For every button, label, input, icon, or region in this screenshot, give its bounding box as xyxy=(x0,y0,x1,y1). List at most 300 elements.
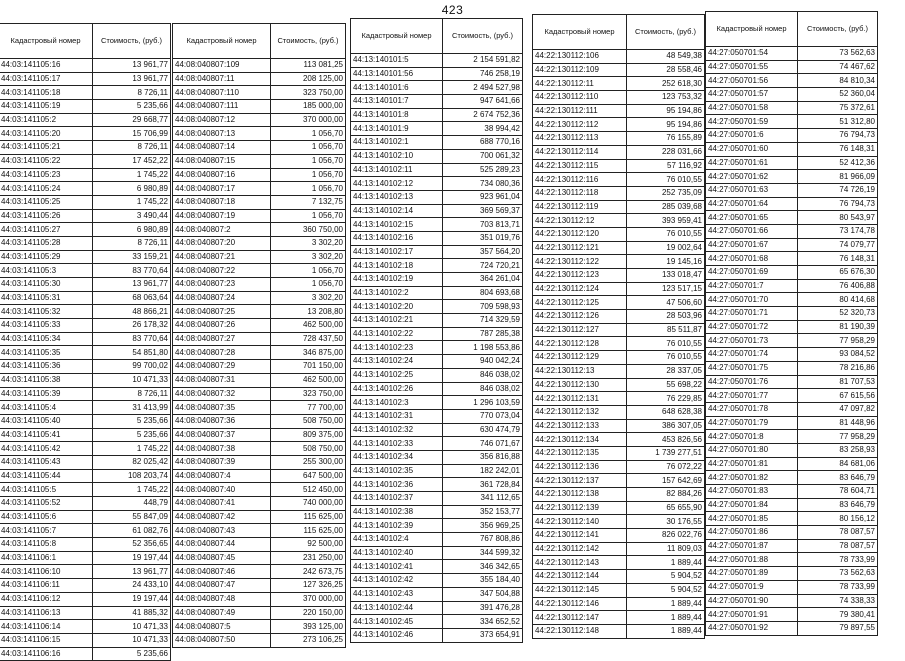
cost-value: 8 726,11 xyxy=(93,86,171,100)
cost-value: 95 194,86 xyxy=(627,104,705,118)
cost-value: 351 019,76 xyxy=(443,231,523,245)
cost-value: 809 375,00 xyxy=(271,428,346,442)
table-row xyxy=(706,47,878,61)
table-row xyxy=(533,282,705,296)
cadastral-number: 44:22:130112:115 xyxy=(533,159,627,173)
cadastral-number: 44:22:130112:106 xyxy=(533,50,627,64)
cadastral-number: 44:03:141105:17 xyxy=(0,72,93,86)
cadastral-number: 44:03:141105:27 xyxy=(0,223,93,237)
table-row xyxy=(533,474,705,488)
cadastral-number: 44:27:050701:57 xyxy=(706,88,798,102)
cadastral-number: 44:08:040807:13 xyxy=(173,127,271,141)
cadastral-number: 44:22:130112:11 xyxy=(533,77,627,91)
cost-value: 1 056,70 xyxy=(271,154,346,168)
cost-value: 724 720,21 xyxy=(443,259,523,273)
table-row xyxy=(173,264,346,278)
cadastral-number: 44:22:130112:148 xyxy=(533,624,627,638)
cadastral-number: 44:22:130112:122 xyxy=(533,255,627,269)
cadastral-number: 44:03:141106:16 xyxy=(0,647,93,661)
header-cost: Стоимость, (руб.) xyxy=(443,19,523,54)
cost-value: 393 125,00 xyxy=(271,620,346,634)
table-row xyxy=(706,457,878,471)
cadastral-number: 44:13:140101:8 xyxy=(351,108,443,122)
table-row xyxy=(173,223,346,237)
cost-value: 5 235,66 xyxy=(93,414,171,428)
cadastral-number: 44:13:140102:1 xyxy=(351,136,443,150)
table-row xyxy=(533,173,705,187)
cost-value: 78 733,99 xyxy=(798,580,878,594)
cadastral-number: 44:08:040807:36 xyxy=(173,414,271,428)
cadastral-number: 44:08:040807:44 xyxy=(173,538,271,552)
cadastral-number: 44:13:140102:42 xyxy=(351,574,443,588)
table-row xyxy=(0,483,171,497)
table-row xyxy=(533,419,705,433)
cadastral-number: 44:27:050701:75 xyxy=(706,361,798,375)
cost-value: 157 642,69 xyxy=(627,474,705,488)
table-row xyxy=(533,542,705,556)
cadastral-number: 44:13:140102:44 xyxy=(351,601,443,615)
cadastral-number: 44:27:050701:85 xyxy=(706,512,798,526)
cost-value: 80 414,68 xyxy=(798,293,878,307)
cadastral-number: 44:08:040807:18 xyxy=(173,195,271,209)
cost-value: 767 808,86 xyxy=(443,533,523,547)
table-row xyxy=(533,200,705,214)
cadastral-number: 44:03:141106:13 xyxy=(0,606,93,620)
cost-value: 846 038,02 xyxy=(443,382,523,396)
cadastral-number: 44:22:130112:133 xyxy=(533,419,627,433)
cadastral-number: 44:13:140102:23 xyxy=(351,341,443,355)
cost-value: 79 897,55 xyxy=(798,621,878,635)
cost-value: 83 258,93 xyxy=(798,443,878,457)
table-row xyxy=(533,597,705,611)
cadastral-number: 44:22:130112:129 xyxy=(533,351,627,365)
table-row xyxy=(173,538,346,552)
cost-value: 52 320,73 xyxy=(798,307,878,321)
cadastral-number: 44:13:140102:16 xyxy=(351,231,443,245)
cadastral-number: 44:13:140101:5 xyxy=(351,54,443,68)
table-row xyxy=(0,633,171,647)
table-row xyxy=(173,319,346,333)
table-row xyxy=(0,455,171,469)
cost-value: 453 826,56 xyxy=(627,433,705,447)
cadastral-number: 44:22:130112:143 xyxy=(533,556,627,570)
table-row xyxy=(533,104,705,118)
cadastral-number: 44:22:130112:116 xyxy=(533,173,627,187)
table-row xyxy=(533,364,705,378)
header-cost: Стоимость, (руб.) xyxy=(271,24,346,59)
cadastral-number: 44:13:140102:11 xyxy=(351,163,443,177)
cost-value: 2 154 591,82 xyxy=(443,54,523,68)
cost-value: 8 726,11 xyxy=(93,141,171,155)
cost-value: 76 406,88 xyxy=(798,279,878,293)
cost-value: 77 958,29 xyxy=(798,430,878,444)
table-row xyxy=(706,74,878,88)
cadastral-number: 44:27:050701:87 xyxy=(706,539,798,553)
cost-value: 76 229,85 xyxy=(627,392,705,406)
header-cost: Стоимость, (руб.) xyxy=(627,15,705,50)
cadastral-number: 44:03:141105:41 xyxy=(0,428,93,442)
cadastral-number: 44:03:141105:19 xyxy=(0,100,93,114)
cadastral-number: 44:03:141106:14 xyxy=(0,620,93,634)
cost-value: 341 112,65 xyxy=(443,492,523,506)
cost-value: 29 668,77 xyxy=(93,113,171,127)
cost-value: 24 433,10 xyxy=(93,579,171,593)
cost-value: 525 289,23 xyxy=(443,163,523,177)
cadastral-number: 44:08:040807:16 xyxy=(173,168,271,182)
table-row xyxy=(173,455,346,469)
table-row xyxy=(0,524,171,538)
cost-value: 78 087,57 xyxy=(798,539,878,553)
cost-value: 99 700,02 xyxy=(93,360,171,374)
cost-value: 355 184,40 xyxy=(443,574,523,588)
cadastral-number: 44:22:130112:110 xyxy=(533,91,627,105)
cost-value: 19 197,44 xyxy=(93,592,171,606)
cost-value: 33 159,21 xyxy=(93,250,171,264)
cost-value: 1 745,22 xyxy=(93,442,171,456)
table-row xyxy=(173,497,346,511)
cadastral-number: 44:08:040807:31 xyxy=(173,373,271,387)
cost-value: 83 770,64 xyxy=(93,332,171,346)
cost-value: 19 197,44 xyxy=(93,551,171,565)
table-row xyxy=(173,72,346,86)
cost-value: 47 506,60 xyxy=(627,296,705,310)
cost-value: 630 474,79 xyxy=(443,423,523,437)
cadastral-number: 44:22:130112:134 xyxy=(533,433,627,447)
cost-value: 1 889,44 xyxy=(627,611,705,625)
cadastral-number: 44:27:050701:66 xyxy=(706,224,798,238)
table-row xyxy=(351,122,523,136)
cadastral-number: 44:22:130112:124 xyxy=(533,282,627,296)
table-row xyxy=(533,556,705,570)
cadastral-number: 44:27:050701:58 xyxy=(706,101,798,115)
cost-value: 17 452,22 xyxy=(93,154,171,168)
table-row xyxy=(0,332,171,346)
cost-value: 10 471,33 xyxy=(93,373,171,387)
cadastral-number: 44:08:040807:19 xyxy=(173,209,271,223)
cost-value: 1 056,70 xyxy=(271,278,346,292)
cadastral-number: 44:22:130112:118 xyxy=(533,186,627,200)
cost-value: 714 329,59 xyxy=(443,314,523,328)
table-row xyxy=(0,72,171,86)
table-row xyxy=(173,469,346,483)
cadastral-number: 44:08:040807:27 xyxy=(173,332,271,346)
cadastral-number: 44:27:050701:55 xyxy=(706,60,798,74)
cadastral-number: 44:03:141105:52 xyxy=(0,497,93,511)
cadastral-number: 44:13:140102:37 xyxy=(351,492,443,506)
cadastral-number: 44:08:040807:26 xyxy=(173,319,271,333)
table-row xyxy=(706,526,878,540)
cost-value: 1 296 103,59 xyxy=(443,396,523,410)
table-row xyxy=(706,361,878,375)
cadastral-number: 44:13:140102:3 xyxy=(351,396,443,410)
page-number: 423 xyxy=(441,3,464,17)
table-row xyxy=(706,293,878,307)
table-row xyxy=(0,154,171,168)
table-row xyxy=(0,305,171,319)
table-row xyxy=(351,245,523,259)
table-row xyxy=(533,186,705,200)
cadastral-number: 44:13:140102:19 xyxy=(351,273,443,287)
table-row xyxy=(351,478,523,492)
cadastral-number: 44:27:050701:83 xyxy=(706,485,798,499)
table-row xyxy=(0,319,171,333)
cost-value: 360 750,00 xyxy=(271,223,346,237)
table-row xyxy=(706,279,878,293)
cost-value: 67 615,56 xyxy=(798,389,878,403)
cost-value: 285 039,68 xyxy=(627,200,705,214)
table-row xyxy=(533,91,705,105)
cost-value: 81 448,96 xyxy=(798,416,878,430)
table-row xyxy=(351,341,523,355)
cost-value: 26 178,32 xyxy=(93,319,171,333)
cadastral-number: 44:08:040807:49 xyxy=(173,606,271,620)
cadastral-number: 44:22:130112:109 xyxy=(533,63,627,77)
cost-value: 47 097,82 xyxy=(798,402,878,416)
table-row xyxy=(706,224,878,238)
cost-value: 81 190,39 xyxy=(798,320,878,334)
cadastral-number: 44:03:141105:30 xyxy=(0,278,93,292)
cost-value: 734 080,36 xyxy=(443,177,523,191)
table-row xyxy=(173,524,346,538)
table-row xyxy=(173,606,346,620)
cost-value: 123 517,15 xyxy=(627,282,705,296)
cadastral-number: 44:22:130112:127 xyxy=(533,323,627,337)
header-cadastral-number: Кадастровый номер xyxy=(173,24,271,59)
cost-value: 1 889,44 xyxy=(627,624,705,638)
cost-value: 73 562,63 xyxy=(798,567,878,581)
cadastral-number: 44:27:050701:79 xyxy=(706,416,798,430)
cost-value: 252 735,09 xyxy=(627,186,705,200)
table-row xyxy=(0,264,171,278)
table-row xyxy=(351,136,523,150)
cadastral-number: 44:03:141106:10 xyxy=(0,565,93,579)
cost-value: 3 302,20 xyxy=(271,291,346,305)
cadastral-number: 44:03:141105:43 xyxy=(0,455,93,469)
cadastral-number: 44:27:050701:63 xyxy=(706,183,798,197)
header-cost: Стоимость, (руб.) xyxy=(798,12,878,47)
table-row xyxy=(533,624,705,638)
cost-value: 5 235,66 xyxy=(93,647,171,661)
table-row xyxy=(173,414,346,428)
cost-value: 6 980,89 xyxy=(93,182,171,196)
cost-value: 84 810,34 xyxy=(798,74,878,88)
cost-value: 700 061,32 xyxy=(443,149,523,163)
cadastral-number: 44:13:140102:4 xyxy=(351,533,443,547)
cadastral-number: 44:03:141105:42 xyxy=(0,442,93,456)
cadastral-number: 44:08:040807:37 xyxy=(173,428,271,442)
cadastral-number: 44:08:040807:23 xyxy=(173,278,271,292)
table-row xyxy=(706,553,878,567)
table-row xyxy=(351,409,523,423)
cadastral-number: 44:03:141105:24 xyxy=(0,182,93,196)
cost-value: 231 250,00 xyxy=(271,551,346,565)
cost-value: 74 338,33 xyxy=(798,594,878,608)
cost-value: 13 961,77 xyxy=(93,59,171,73)
table-row xyxy=(533,310,705,324)
table-row xyxy=(173,305,346,319)
table-row xyxy=(0,223,171,237)
cost-value: 80 543,97 xyxy=(798,211,878,225)
header-cadastral-number: Кадастровый номер xyxy=(533,15,627,50)
cadastral-number: 44:08:040807:42 xyxy=(173,510,271,524)
cadastral-number: 44:22:130112:140 xyxy=(533,515,627,529)
cost-value: 334 652,52 xyxy=(443,615,523,629)
cadastral-number: 44:08:040807:40 xyxy=(173,483,271,497)
cost-value: 703 813,71 xyxy=(443,218,523,232)
cost-value: 82 884,26 xyxy=(627,488,705,502)
cost-value: 133 018,47 xyxy=(627,269,705,283)
cadastral-number: 44:22:130112:120 xyxy=(533,227,627,241)
table-row xyxy=(706,129,878,143)
table-row xyxy=(706,608,878,622)
table-row xyxy=(173,141,346,155)
cadastral-number: 44:22:130112:131 xyxy=(533,392,627,406)
cost-value: 728 437,50 xyxy=(271,332,346,346)
cadastral-number: 44:08:040807:20 xyxy=(173,236,271,250)
table-row xyxy=(533,323,705,337)
table-row xyxy=(351,218,523,232)
cadastral-number: 44:08:040807:28 xyxy=(173,346,271,360)
cadastral-number: 44:08:040807:46 xyxy=(173,565,271,579)
table-row xyxy=(0,510,171,524)
cadastral-number: 44:03:141105:18 xyxy=(0,86,93,100)
cost-value: 323 750,00 xyxy=(271,86,346,100)
cadastral-number: 44:03:141105:38 xyxy=(0,373,93,387)
cost-value: 19 145,16 xyxy=(627,255,705,269)
cost-value: 356 969,25 xyxy=(443,519,523,533)
cost-value: 13 961,77 xyxy=(93,278,171,292)
cadastral-number: 44:13:140101:7 xyxy=(351,95,443,109)
cadastral-number: 44:13:140102:46 xyxy=(351,628,443,642)
table-row xyxy=(0,551,171,565)
cost-value: 115 625,00 xyxy=(271,524,346,538)
cost-value: 52 356,65 xyxy=(93,538,171,552)
cost-value: 108 203,74 xyxy=(93,469,171,483)
cadastral-number: 44:22:130112:132 xyxy=(533,405,627,419)
cadastral-number: 44:22:130112:136 xyxy=(533,460,627,474)
table-row xyxy=(351,382,523,396)
table-row xyxy=(173,182,346,196)
cost-value: 76 148,31 xyxy=(798,142,878,156)
table-row xyxy=(351,273,523,287)
cadastral-number: 44:03:141106:15 xyxy=(0,633,93,647)
cost-value: 55 698,22 xyxy=(627,378,705,392)
cost-value: 370 000,00 xyxy=(271,592,346,606)
cost-value: 242 673,75 xyxy=(271,565,346,579)
table-row xyxy=(0,236,171,250)
table-row xyxy=(706,348,878,362)
cost-value: 65 676,30 xyxy=(798,266,878,280)
table-row xyxy=(533,214,705,228)
table-row xyxy=(351,505,523,519)
cadastral-number: 44:08:040807:39 xyxy=(173,455,271,469)
cadastral-number: 44:22:130112:121 xyxy=(533,241,627,255)
table-row xyxy=(0,414,171,428)
cadastral-number: 44:27:050701:91 xyxy=(706,608,798,622)
cost-value: 1 056,70 xyxy=(271,141,346,155)
cadastral-number: 44:03:141105:28 xyxy=(0,236,93,250)
table-row xyxy=(351,464,523,478)
cost-value: 373 654,91 xyxy=(443,628,523,642)
cost-value: 11 809,03 xyxy=(627,542,705,556)
table-row xyxy=(351,437,523,451)
cost-value: 10 471,33 xyxy=(93,633,171,647)
cadastral-number: 44:13:140102:39 xyxy=(351,519,443,533)
cost-value: 74 079,77 xyxy=(798,238,878,252)
table-row xyxy=(0,647,171,661)
table-row xyxy=(351,546,523,560)
table-row xyxy=(0,278,171,292)
table-row xyxy=(533,269,705,283)
table-row xyxy=(706,156,878,170)
table-row xyxy=(0,291,171,305)
cadastral-number: 44:27:050701:84 xyxy=(706,498,798,512)
table-row xyxy=(706,252,878,266)
table-row xyxy=(351,177,523,191)
table-row xyxy=(351,108,523,122)
cost-value: 826 022,76 xyxy=(627,529,705,543)
cadastral-number: 44:13:140102:40 xyxy=(351,546,443,560)
cost-value: 252 618,30 xyxy=(627,77,705,91)
table-row xyxy=(351,300,523,314)
table-row xyxy=(173,360,346,374)
cost-value: 1 889,44 xyxy=(627,556,705,570)
table-row xyxy=(706,60,878,74)
cost-value: 13 208,80 xyxy=(271,305,346,319)
cadastral-number: 44:03:141105:6 xyxy=(0,510,93,524)
cadastral-number: 44:27:050701:86 xyxy=(706,526,798,540)
cadastral-number: 44:13:140102:31 xyxy=(351,409,443,423)
table-row xyxy=(533,446,705,460)
cost-value: 3 302,20 xyxy=(271,236,346,250)
cadastral-number: 44:22:130112:139 xyxy=(533,501,627,515)
cost-value: 386 307,05 xyxy=(627,419,705,433)
cadastral-number: 44:08:040807:111 xyxy=(173,100,271,114)
cadastral-number: 44:03:141105:5 xyxy=(0,483,93,497)
cost-value: 61 082,76 xyxy=(93,524,171,538)
cost-value: 393 959,41 xyxy=(627,214,705,228)
cadastral-number: 44:27:050701:69 xyxy=(706,266,798,280)
cost-value: 228 031,66 xyxy=(627,145,705,159)
cadastral-number: 44:27:050701:70 xyxy=(706,293,798,307)
cadastral-number: 44:08:040807:25 xyxy=(173,305,271,319)
table-row xyxy=(533,488,705,502)
table-row xyxy=(533,433,705,447)
table-row xyxy=(0,565,171,579)
cost-value: 19 002,64 xyxy=(627,241,705,255)
cadastral-number: 44:03:141105:21 xyxy=(0,141,93,155)
cost-value: 8 726,11 xyxy=(93,236,171,250)
table-row xyxy=(351,450,523,464)
table-row xyxy=(533,392,705,406)
table-row xyxy=(351,190,523,204)
cadastral-number: 44:27:050701:65 xyxy=(706,211,798,225)
cadastral-number: 44:27:050701:89 xyxy=(706,567,798,581)
table-row xyxy=(0,360,171,374)
cost-value: 448,79 xyxy=(93,497,171,511)
cost-value: 13 961,77 xyxy=(93,72,171,86)
cadastral-number: 44:27:050701:64 xyxy=(706,197,798,211)
cadastral-number: 44:13:140102:45 xyxy=(351,615,443,629)
table-row xyxy=(533,145,705,159)
table-row xyxy=(351,95,523,109)
table-row xyxy=(706,498,878,512)
table-row xyxy=(0,373,171,387)
cost-value: 347 504,88 xyxy=(443,587,523,601)
table-row xyxy=(706,375,878,389)
table-row xyxy=(533,515,705,529)
cost-value: 648 628,38 xyxy=(627,405,705,419)
